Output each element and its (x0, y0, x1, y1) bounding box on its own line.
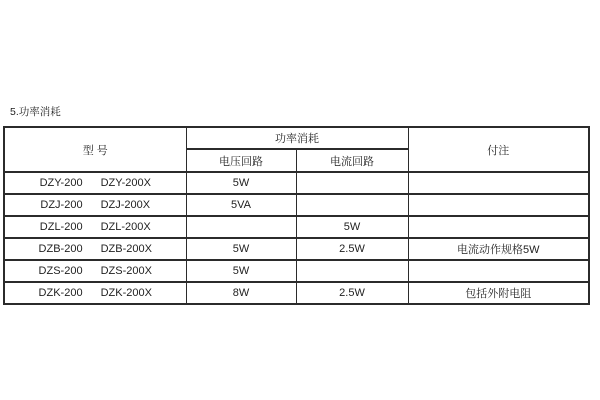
notes-cell (408, 194, 589, 216)
voltage-cell: 5W (186, 260, 296, 282)
model-cell (4, 282, 186, 304)
col-header-voltage-circuit: 电压回路 (186, 149, 296, 172)
col-header-power-group: 功率消耗 (186, 127, 408, 149)
table-row (4, 238, 589, 260)
model-name: DZS-200 (38, 265, 83, 277)
current-cell (296, 172, 408, 194)
notes-cell (408, 260, 589, 282)
model-cell (4, 172, 186, 194)
col-header-current-circuit: 电流回路 (296, 149, 408, 172)
model-cell (4, 238, 186, 260)
model-name: DZL-200 (39, 221, 83, 233)
notes-cell (408, 216, 589, 238)
model-name: DZB-200X (100, 243, 152, 255)
model-name: DZJ-200X (100, 199, 151, 211)
voltage-cell (186, 216, 296, 238)
model-name: DZB-200 (38, 243, 83, 255)
current-cell (296, 260, 408, 282)
model-name: DZK-200 (38, 287, 83, 299)
model-name: DZY-200 (39, 177, 83, 189)
notes-cell (408, 172, 589, 194)
notes-cell: 电流动作规格5W (408, 238, 589, 260)
table-row (4, 216, 589, 238)
table-row (4, 194, 589, 216)
power-consumption-table (3, 126, 590, 305)
voltage-cell: 8W (186, 282, 296, 304)
section-title: 5.功率消耗 (10, 106, 61, 118)
model-name: DZS-200X (100, 265, 152, 277)
voltage-cell: 5VA (186, 194, 296, 216)
model-name: DZL-200X (100, 221, 151, 233)
col-header-model: 型 号 (4, 127, 186, 172)
current-cell: 2.5W (296, 238, 408, 260)
model-name: DZJ-200 (40, 199, 83, 211)
table-row (4, 172, 589, 194)
model-cell (4, 216, 186, 238)
notes-cell: 包括外附电阻 (408, 282, 589, 304)
model-cell (4, 194, 186, 216)
model-name: DZY-200X (100, 177, 151, 189)
table-row (4, 282, 589, 304)
table-row (4, 260, 589, 282)
current-cell: 2.5W (296, 282, 408, 304)
header-row-1 (4, 127, 589, 149)
voltage-cell: 5W (186, 172, 296, 194)
model-cell (4, 260, 186, 282)
current-cell: 5W (296, 216, 408, 238)
current-cell (296, 194, 408, 216)
col-header-notes: 付注 (408, 127, 589, 172)
model-name: DZK-200X (100, 287, 152, 299)
voltage-cell: 5W (186, 238, 296, 260)
